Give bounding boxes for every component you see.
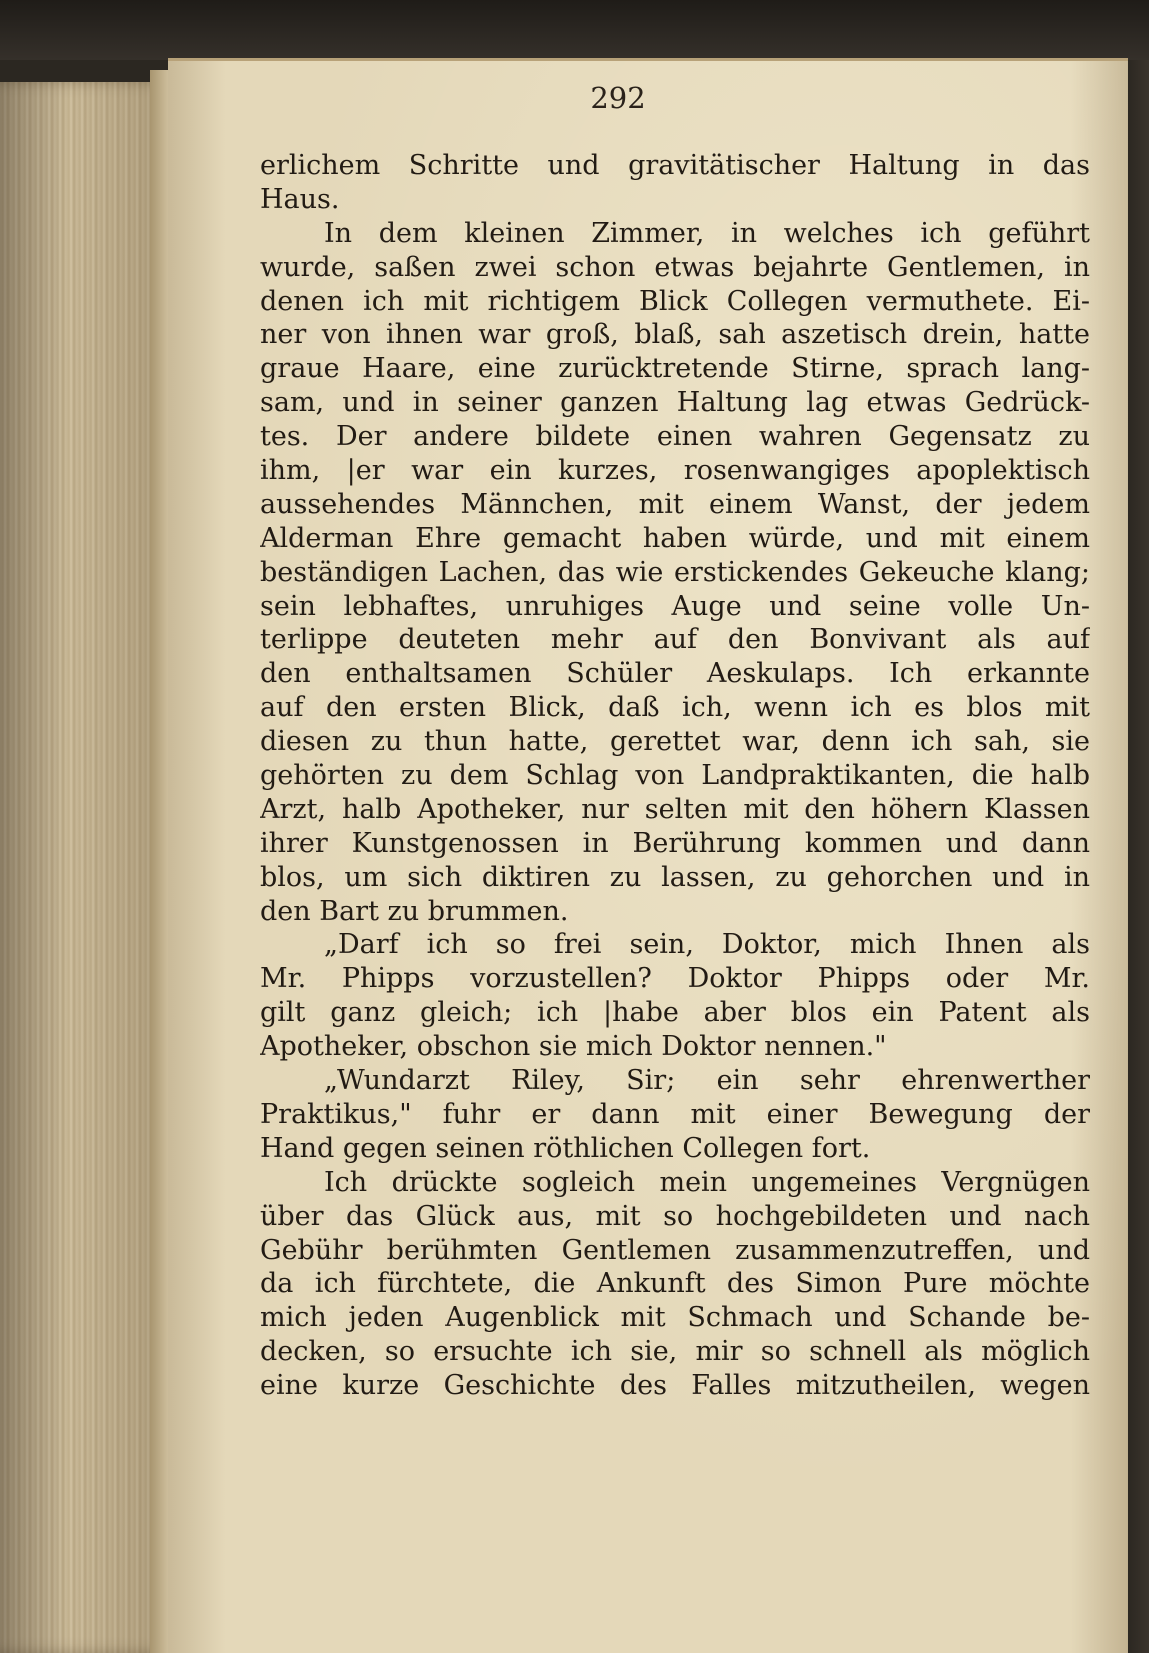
text-line: Alderman Ehre gemacht haben würde, und mit einem <box>260 522 1090 554</box>
text-line: erlichem Schritte und gravitätischer Haltung in das <box>260 150 1090 181</box>
text-line: sam, und in seiner ganzen Haltung lag etwas Gedrück- <box>260 387 1090 419</box>
text-line: über das Glück aus, mit so hochgebildeten und nach <box>260 1200 1090 1232</box>
text-line: denen ich mit richtigem Blick Collegen vermuthete. Ei- <box>260 285 1090 317</box>
text-line: beständigen Lachen, das wie erstickendes Gekeuche klang; <box>260 556 1090 588</box>
text-line: diesen zu thun hatte, gerettet war, denn ich sah, sie <box>260 726 1090 758</box>
body-text <box>260 149 1090 1403</box>
book-page <box>168 58 1128 1653</box>
text-line: In dem kleinen Zimmer, in welches ich geführt <box>324 217 1090 249</box>
text-line: Ich drückte sogleich mein ungemeines Vergnügen <box>324 1166 1090 1198</box>
text-line: da ich fürchtete, die Ankunft des Simon Pure möchte <box>260 1268 1090 1300</box>
text-line: aussehendes Männchen, mit einem Wanst, der jedem <box>260 488 1090 520</box>
text-line: blos, um sich diktiren zu lassen, zu gehorchen und in <box>260 861 1090 893</box>
text-line: decken, so ersuchte ich sie, mir so schnell als möglich <box>260 1336 1090 1368</box>
stacked-page-edges <box>0 82 170 1653</box>
text-line: sein lebhaftes, unruhiges Auge und seine volle Un- <box>260 590 1090 622</box>
text-line: Apotheker, obschon sie mich Doktor nennen." <box>260 1031 887 1063</box>
text-line: eine kurze Geschichte des Falles mitzutheilen, wegen <box>260 1370 1090 1402</box>
text-line: ihm, |er war ein kurzes, rosenwangiges apoplektisch <box>260 455 1090 487</box>
text-line: Arzt, halb Apotheker, nur selten mit den höhern Klassen <box>260 793 1090 825</box>
text-line: gehörten zu dem Schlag von Landpraktikanten, die halb <box>260 760 1090 792</box>
text-line: wurde, saßen zwei schon etwas bejahrte Gentlemen, in <box>260 251 1090 283</box>
text-line: mich jeden Augenblick mit Schmach und Schande be- <box>260 1302 1090 1334</box>
text-line: „Darf ich so frei sein, Doktor, mich Ihnen als <box>324 929 1090 961</box>
background-shadow <box>0 0 1149 60</box>
text-line: gilt ganz gleich; ich |habe aber blos ein Patent als <box>260 997 1090 1029</box>
text-line: ihrer Kunstgenossen in Berührung kommen und dann <box>260 827 1090 859</box>
text-line: „Wundarzt Riley, Sir; ein sehr ehrenwerther <box>324 1065 1090 1097</box>
text-line: Haus. <box>260 183 340 215</box>
text-line: Praktikus," fuhr er dann mit einer Bewegung der <box>260 1098 1090 1130</box>
text-line: auf den ersten Blick, daß ich, wenn ich es blos mit <box>260 692 1090 724</box>
text-line: terlippe deuteten mehr auf den Bonvivant als auf <box>260 624 1090 656</box>
page-number: 292 <box>590 81 646 115</box>
text-line: Hand gegen seinen röthlichen Collegen fort. <box>260 1132 871 1164</box>
text-line: den Bart zu brummen. <box>260 895 569 927</box>
text-line: Mr. Phipps vorzustellen? Doktor Phipps oder Mr. <box>260 963 1090 995</box>
page-right-edge <box>1127 60 1149 1653</box>
text-line: graue Haare, eine zurücktretende Stirne, sprach lang- <box>260 353 1090 385</box>
text-line: ner von ihnen war groß, blaß, sah aszetisch drein, hatte <box>260 319 1090 351</box>
text-line: tes. Der andere bildete einen wahren Gegensatz zu <box>260 421 1090 453</box>
text-line: den enthaltsamen Schüler Aeskulaps. Ich erkannte <box>260 658 1090 690</box>
text-line: Gebühr berühmten Gentlemen zusammenzutreffen, und <box>260 1234 1090 1266</box>
